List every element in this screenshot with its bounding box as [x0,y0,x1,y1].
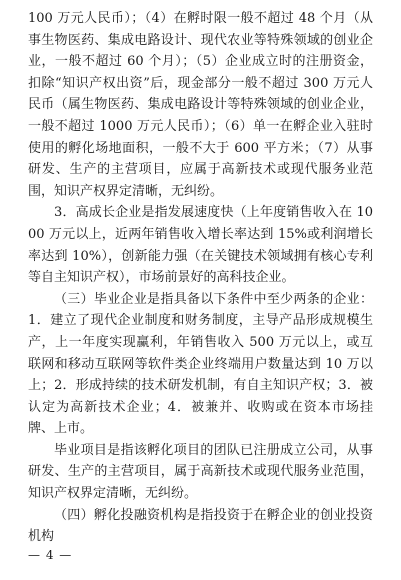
paragraph-graduated-project: 毕业项目是指该孵化项目的团队已注册成立公司，从事研发、生产的主营项目，属于高新技术或现代服务业范围，知识产权界定清晰，无纠纷。 [28,442,373,502]
document-body [28,8,373,548]
paragraph-continuation: 100 万元人民币）；（4）在孵时限一般不超过 48 个月（从事生物医药、集成电路设计、现代农业等特殊领域的创业企业，一般不超过 60 个月）；（5）企业成立时的注册资金，扣除“知识产权出资”后，现金部分一般不超过 300 万元人民币（属生物医药、集成电路设计等特殊领域的创业企业，一般不超过 1000 万元人民币）；（6）单一在孵企业入驻时使用的孵化场地面积，一般不大于 600 平方米；（7）从事研发、生产的主营项目，应属于高新技术或现代服务业范围，知识产权界定清晰，无纠纷。 [28,11,373,199]
paragraph-graduated-enterprise: （三）毕业企业是指具备以下条件中至少两条的企业：1．建立了现代企业制度和财务制度，主导产品形成规模生产，上一年度实现赢利，年销售收入 500 万元以上，或互联网和移动互联网等软件类企业终端用户数量达到 10 万以上；2．形成持续的技术研发机制，有自主知识产权；3．被认定为高新技术企业；4．被兼并、收购或在资本市场挂牌、上市。 [28,291,373,437]
paragraph-investment-institution: （四）孵化投融资机构是指投资于在孵企业的创业投资机构 [28,507,373,545]
page-number: — 4 — [28,548,73,562]
paragraph-high-growth-enterprise: 3．高成长企业是指发展速度快（上年度销售收入在 1000 万元以上，近两年销售收入增长率达到 15%或利润增长率达到 10%），创新能力强（在关键技术领域拥有核心专利等自主知识产权），市场前景好的高科技企业。 [28,205,373,286]
